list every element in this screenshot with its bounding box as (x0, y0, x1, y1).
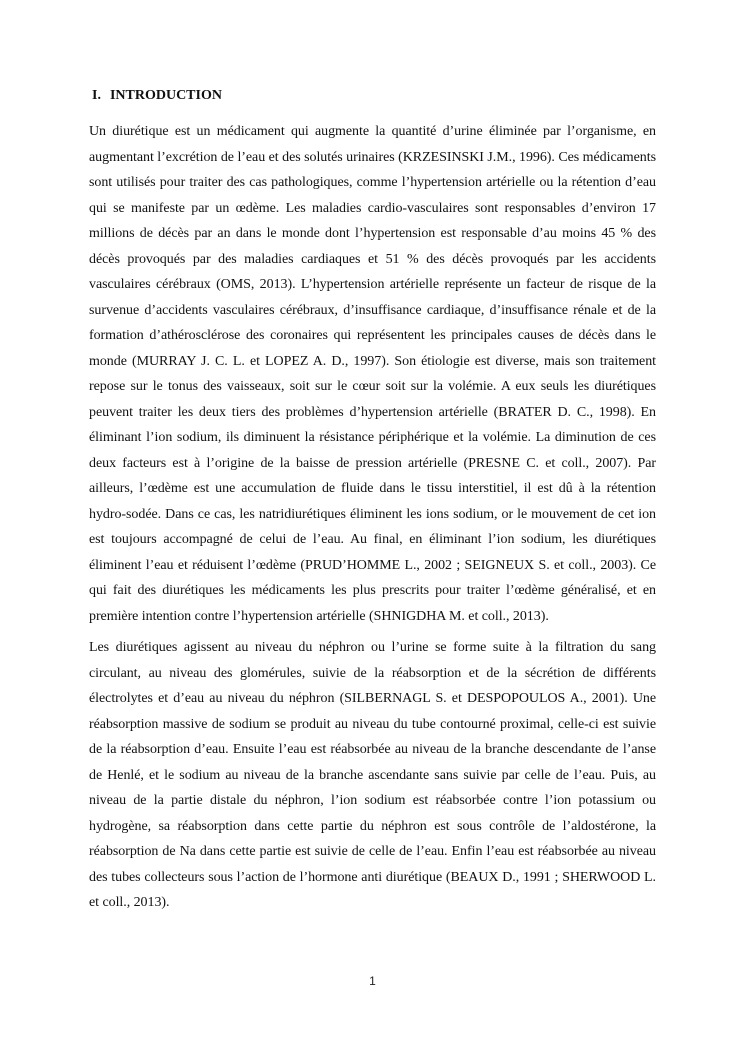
document-page (89, 86, 656, 922)
section-title: INTRODUCTION (109, 88, 222, 103)
section-number: I. (92, 88, 101, 103)
section-heading (92, 86, 656, 106)
page-number: 1 (369, 974, 376, 988)
paragraph-2: Les diurétiques agissent au niveau du néphron ou l’urine se forme suite à la filtration du sang circulant, au niveau des glomérules, suivie de la réabsorption et de la sécrétion de différents électrolytes et d’eau au niveau du néphron (SILBERNAGL S. et DESPOPOULOS A., 2001). Une réabsorption massive de sodium se produit au niveau du tube contourné proximal, celle-ci est suivie de la réabsorption d’eau. Ensuite l’eau est réabsorbée au niveau de la branche descendante de l’anse de Henlé, et le sodium au niveau de la branche ascendante sans suivie par celle de l’eau. Puis, au niveau de la partie distale du néphron, l’ion sodium est réabsorbée contre l’ion potassium ou hydrogène, sa réabsorption dans cette partie du néphron est sous contrôle de l’aldostérone, la réabsorption de Na dans cette partie est suivie de celle de l’eau. Enfin l’eau est réabsorbée au niveau des tubes collecteurs sous l’action de l’hormone anti diurétique (BEAUX D., 1991 ; SHERWOOD L. et coll., 2013). (89, 640, 656, 910)
paragraph-1: Un diurétique est un médicament qui augmente la quantité d’urine éliminée par l’organisme, en augmentant l’excrétion de l’eau et des solutés urinaires (KRZESINSKI J.M., 1996). Ces médicaments sont utilisés pour traiter des cas pathologiques, comme l’hypertension artérielle ou la rétention d’eau qui se manifeste par un œdème. Les maladies cardio-vasculaires sont responsables d’environ 17 millions de décès par an dans le monde dont l’hypertension est responsable d’au moins 45 % des décès provoqués par des maladies cardiaques et 51 % des décès provoqués par les accidents vasculaires cérébraux (OMS, 2013). L’hypertension artérielle représente un facteur de risque de la survenue d’accidents vasculaires cérébraux, d’insuffisance cardiaque, d’insuffisance rénale et de la formation d’athérosclérose des coronaires qui représentent les principales causes de décès dans le monde (MURRAY J. C. L. et LOPEZ A. D., 1997). Son étiologie est diverse, mais son traitement repose sur le tonus des vaisseaux, soit sur le cœur soit sur la volémie. A eux seuls les diurétiques peuvent traiter les deux tiers des problèmes d’hypertension artérielle (BRATER D. C., 1998). En éliminant l’ion sodium, ils diminuent la résistance périphérique et la volémie. La diminution de ces deux facteurs est à l’origine de la baisse de pression artérielle (PRESNE C. et coll., 2007). Par ailleurs, l’œdème est une accumulation de fluide dans le tissu interstitiel, il est dû à la rétention hydro-sodée. Dans ce cas, les natridiurétiques éliminent les ions sodium, or le mouvement de cet ion est toujours accompagné de celui de l’eau. Au final, en éliminant l’ion sodium, les diurétiques éliminent l’eau et réduisent l’œdème (PRUD’HOMME L., 2002 ; SEIGNEUX S. et coll., 2003). Ce qui fait des diurétiques les médicaments les plus prescrits pour traiter l’œdème généralisé, et en première intention contre l’hypertension artérielle (SHNIGDHA M. et coll., 2013). (89, 124, 656, 624)
